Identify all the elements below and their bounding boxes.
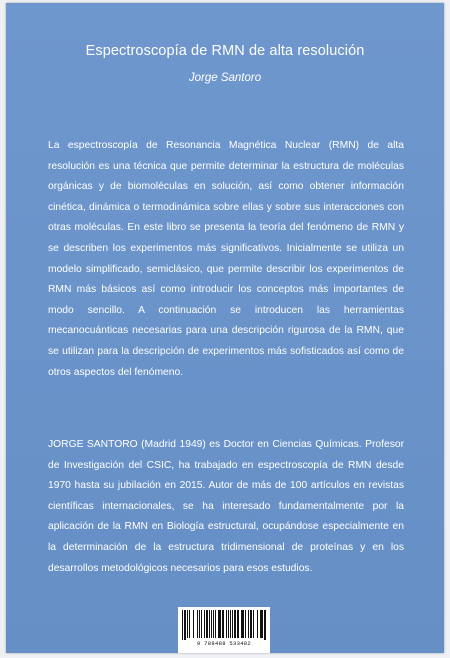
barcode-bar: [206, 610, 208, 638]
barcode-bar: [250, 610, 252, 638]
barcode-bar: [201, 610, 202, 638]
barcode-bar: [189, 610, 190, 638]
barcode-bar: [264, 610, 266, 640]
barcode-bar: [204, 610, 205, 638]
author-bio: JORGE SANTORO (Madrid 1949) es Doctor en Ciencias Químicas. Profesor de Investigación del CSIC, ha trabajado en espectroscopía de RMN desde 1970 hasta su jubilación en 2015. Autor de más de 100 artículos en revistas científicas internacionales, se ha interesado fundamentalmente por la aplicación de la RMN en Biología estructural, ocupándose especialmente en la determinación de la estructura tridimensional de proteínas y en los desarrollos metodológicos necesarios para esos estudios.: [48, 439, 404, 574]
barcode-bar: [209, 610, 210, 638]
barcode-bar: [253, 610, 254, 638]
barcode-bar: [182, 610, 183, 640]
book-summary: La espectroscopía de Resonancia Magnética Nuclear (RMN) de alta resolución es una técnica que permite determinar la estructura de moléculas orgánicas y de biomoléculas en solución, así como obtener información cinética, dinámica o termodinámica sobre ellas y sobre sus interacciones con otras moléculas. En este libro se presenta la teoría del fenómeno de RMN y se describen los experimentos más significativos. Inicialmente se utiliza un modelo simplificado, semiclásico, que permite describir los experimentos de RMN más básicos así como introducir los conceptos más importantes de modo sencillo. A continuación se introducen las herramientas mecanocuánticas necesarias para una descripción rigurosa de la RMN, que se utilizan para la descripción de experimentos más sofisticados así como de otros aspectos del fenómeno.: [48, 140, 404, 378]
barcode-bar: [222, 610, 224, 638]
barcode-bar: [213, 610, 214, 638]
barcode-bar: [260, 610, 263, 638]
barcode-bar: [215, 610, 216, 638]
barcode-bar: [237, 610, 239, 638]
barcode-bar: [234, 610, 236, 638]
barcode-bar: [257, 610, 258, 638]
barcode-bar: [232, 610, 233, 638]
barcode-bar: [248, 610, 249, 638]
barcode-bar: [184, 610, 186, 640]
book-title: Espectroscopía de RMN de alta resolución: [85, 43, 365, 59]
barcode: [178, 607, 270, 653]
barcode-bar: [226, 610, 227, 638]
barcode-bars: [182, 610, 266, 640]
barcode-bar: [245, 610, 246, 638]
barcode-bar: [211, 610, 212, 638]
barcode-bar: [197, 610, 198, 638]
barcode-bar: [241, 610, 244, 638]
barcode-bar: [218, 610, 221, 638]
barcode-bar: [187, 610, 188, 638]
barcode-number: 9 788488 533482: [196, 640, 251, 647]
barcode-bar: [199, 610, 200, 638]
back-cover: [6, 3, 444, 653]
barcode-bar: [228, 610, 229, 638]
barcode-bar: [193, 610, 194, 638]
book-author: Jorge Santoro: [188, 72, 262, 84]
barcode-bar: [230, 610, 231, 638]
